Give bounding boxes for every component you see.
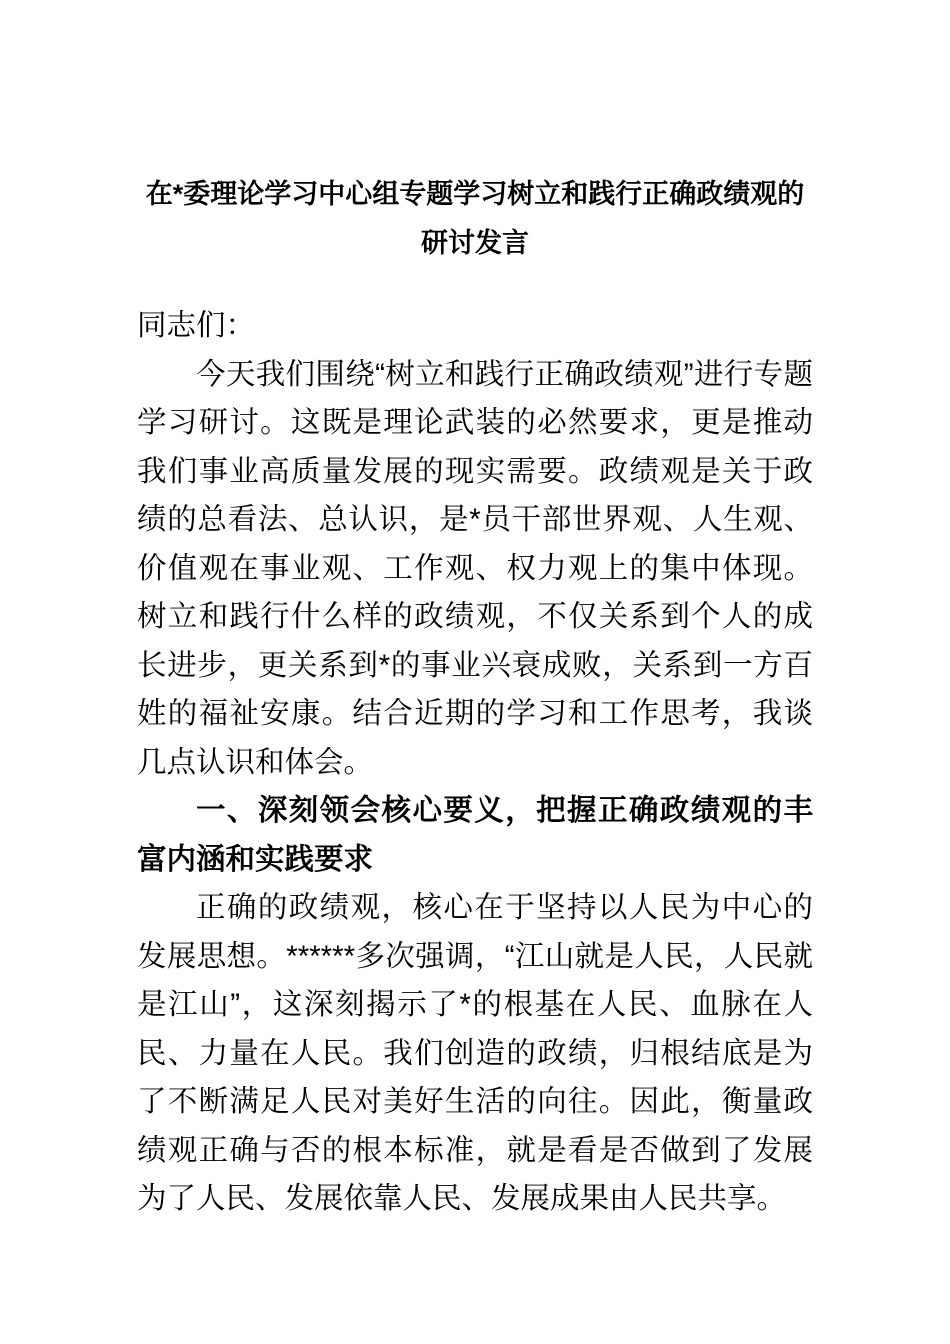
- page-title: 在*委理论学习中心组专题学习树立和践行正确政绩观的研讨发言: [145, 179, 805, 258]
- title-spacer: [137, 282, 813, 302]
- paragraph-intro: 今天我们围绕“树立和践行正确政绩观”进行专题学习研讨。这既是理论武装的必然要求，更是推动我们事业高质量发展的现实需要。政绩观是关于政绩的总看法、总认识，是*员干部世界观、人生观、价值观在事业观、工作观、权力观上的集中体现。树立和践行什么样的政绩观，不仅关系到个人的成长进步，更关系到*的事业兴衰成败，关系到一方百姓的福祉安康。结合近期的学习和工作思考，我谈几点认识和体会。: [137, 357, 813, 779]
- document-content: [137, 170, 813, 1224]
- paragraph-section-one-body: 正确的政绩观，核心在于坚持以人民为中心的发展思想。******多次强调，“江山就是人民，人民就是江山”，这深刻揭示了*的根基在人民、血脉在人民、力量在人民。我们创造的政绩，归根结底是为了不断满足人民对美好生活的向往。因此，衡量政绩观正确与否的根本标准，就是看是否做到了发展为了人民、发展依靠人民、发展成果由人民共享。: [137, 891, 813, 1215]
- section-heading-one: 一、深刻领会核心要义，把握正确政绩观的丰富内涵和实践要求: [137, 794, 813, 876]
- salutation: 同志们：: [137, 309, 256, 342]
